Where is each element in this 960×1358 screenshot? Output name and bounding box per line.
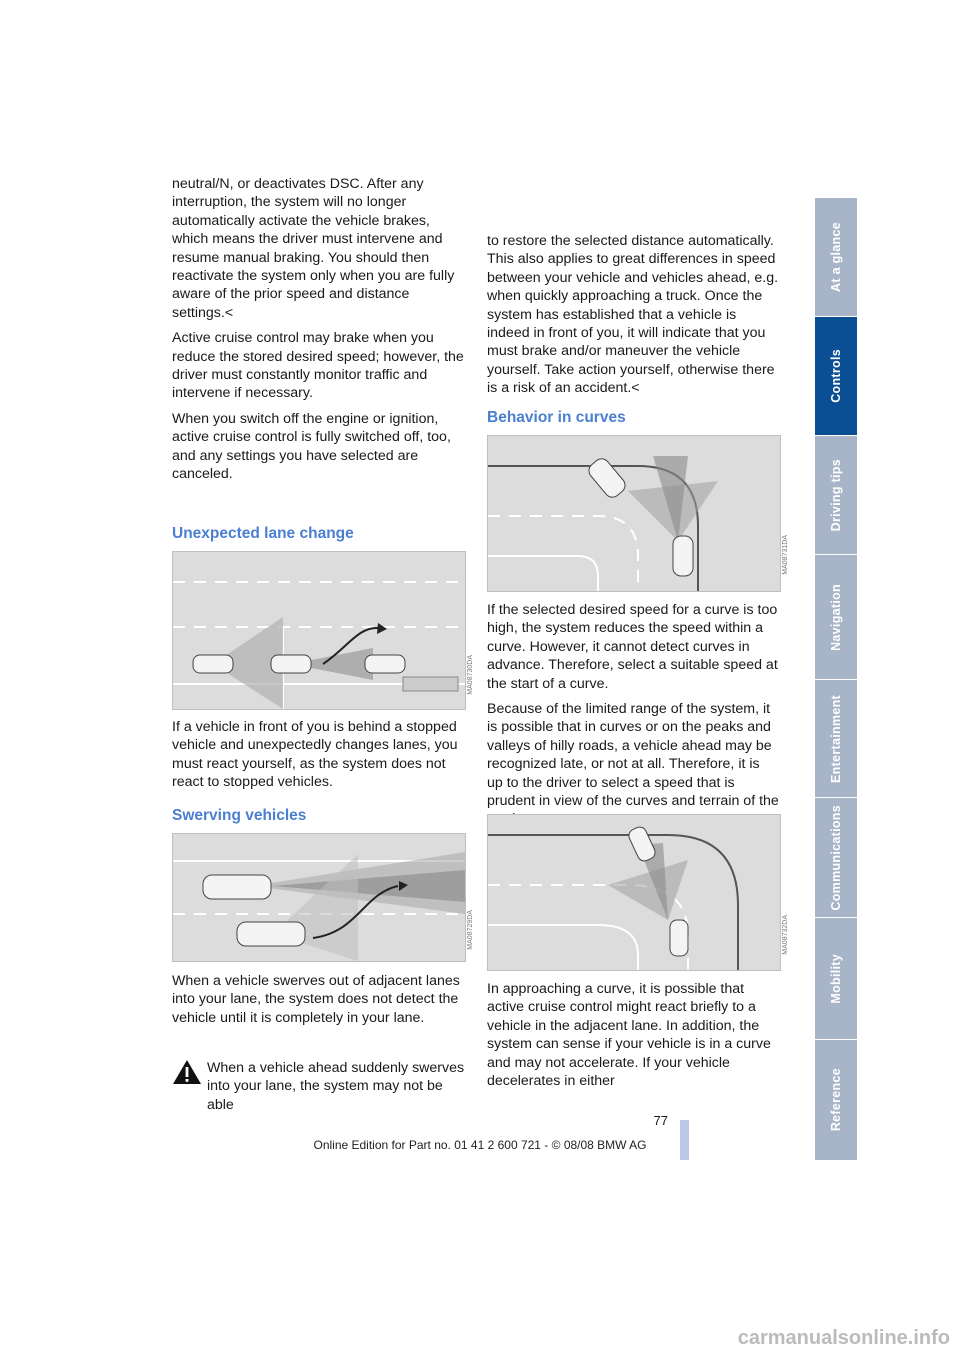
paragraph: If the selected desired speed for a curve is too high, the system reduces the speed within a curve. However, it cannot detect curves in advance. Therefore, select a suitable speed at the start of a curve. <box>487 602 778 692</box>
warning-icon <box>172 1058 202 1091</box>
right-column-mid <box>487 601 779 836</box>
figure-id: MA08732DA <box>782 915 789 955</box>
figure-id: MA08730DA <box>467 655 474 695</box>
tab-at-a-glance[interactable]: At a glance <box>815 198 857 317</box>
right-column-bottom <box>487 980 779 1097</box>
watermark: carmanualsonline.info <box>737 1327 950 1349</box>
tab-controls[interactable]: Controls <box>815 317 857 436</box>
left-column-mid <box>172 718 464 799</box>
figure-lane-change <box>172 551 466 710</box>
tab-driving-tips[interactable]: Driving tips <box>815 436 857 555</box>
page-number: 77 <box>653 1113 668 1128</box>
tab-navigation[interactable]: Navigation <box>815 555 857 680</box>
paragraph: When a vehicle swerves out of adjacent lanes into your lane, the system does not detect the vehicle until it is completely in your lane. <box>172 973 460 1026</box>
figure-id: MA08729DA <box>467 910 474 950</box>
heading-behavior-in-curves: Behavior in curves <box>487 409 626 426</box>
tab-entertainment[interactable]: Entertainment <box>815 680 857 798</box>
tab-mobility[interactable]: Mobility <box>815 918 857 1040</box>
chapter-sidebar <box>815 198 857 1160</box>
left-column-bottom <box>172 972 464 1034</box>
figure-id: MA08731DA <box>782 535 789 575</box>
paragraph: In approaching a curve, it is possible that active cruise control might react briefly to a vehicle in the adjacent lane. In addition, the system can sense if your vehicle is in a curve and may not accelerate. If your vehicle decelerates in either <box>487 981 771 1090</box>
paragraph: to restore the selected distance automatically. This also applies to great differences in speed between your vehicle and vehicles ahead, e.g. when quickly approaching a truck. Once the system has established that a vehicle is indeed in front of you, it will indicate that you must brake and/or maneuver the vehicle yourself. Take action yourself, otherwise there is a risk of an accident.< <box>487 233 779 397</box>
paragraph: Active cruise control may brake when you reduce the stored desired speed; however, the driver must constantly monitor traffic and intervene if necessary. <box>172 330 464 402</box>
paragraph: Because of the limited range of the system, it is possible that in curves or on the peaks and valleys of hilly roads, a vehicle ahead may be recognized late, or not at all. Therefore, it is up to the driver to select a speed that is prudent in view of the curves and terrain of the <box>487 701 779 810</box>
heading-swerving-vehicles: Swerving vehicles <box>172 807 307 824</box>
paragraph: When you switch off the engine or ignition, active cruise control is fully switched off, too, and any settings you have selected are canceled. <box>172 410 451 483</box>
right-column-top <box>487 232 779 405</box>
figure-swerving <box>172 833 466 962</box>
heading-unexpected-lane-change: Unexpected lane change <box>172 525 354 542</box>
tab-communications[interactable]: Communications <box>815 798 857 918</box>
left-column-top <box>172 175 464 491</box>
figure-curves-2 <box>487 814 781 971</box>
figure-curves-1 <box>487 435 781 592</box>
warning-text: When a vehicle ahead suddenly swerves into your lane, the system may not be able <box>207 1060 465 1113</box>
paragraph: If a vehicle in front of you is behind a stopped vehicle and unexpectedly changes lanes, you must react yourself, as the system does not react to stopped vehicles. <box>172 719 458 791</box>
footer-edition-note: Online Edition for Part no. 01 41 2 600 721 - © 08/08 BMW AG <box>313 1138 647 1152</box>
paragraph: neutral/N, or deactivates DSC. After any interruption, the system will no longer automatically activate the vehicle brakes, which means the driver must intervene and resume manual braking. You should then reactivate the system only when you are fully aware of the prior speed and distance settings.< <box>172 176 455 321</box>
tab-reference[interactable]: Reference <box>829 1068 843 1132</box>
